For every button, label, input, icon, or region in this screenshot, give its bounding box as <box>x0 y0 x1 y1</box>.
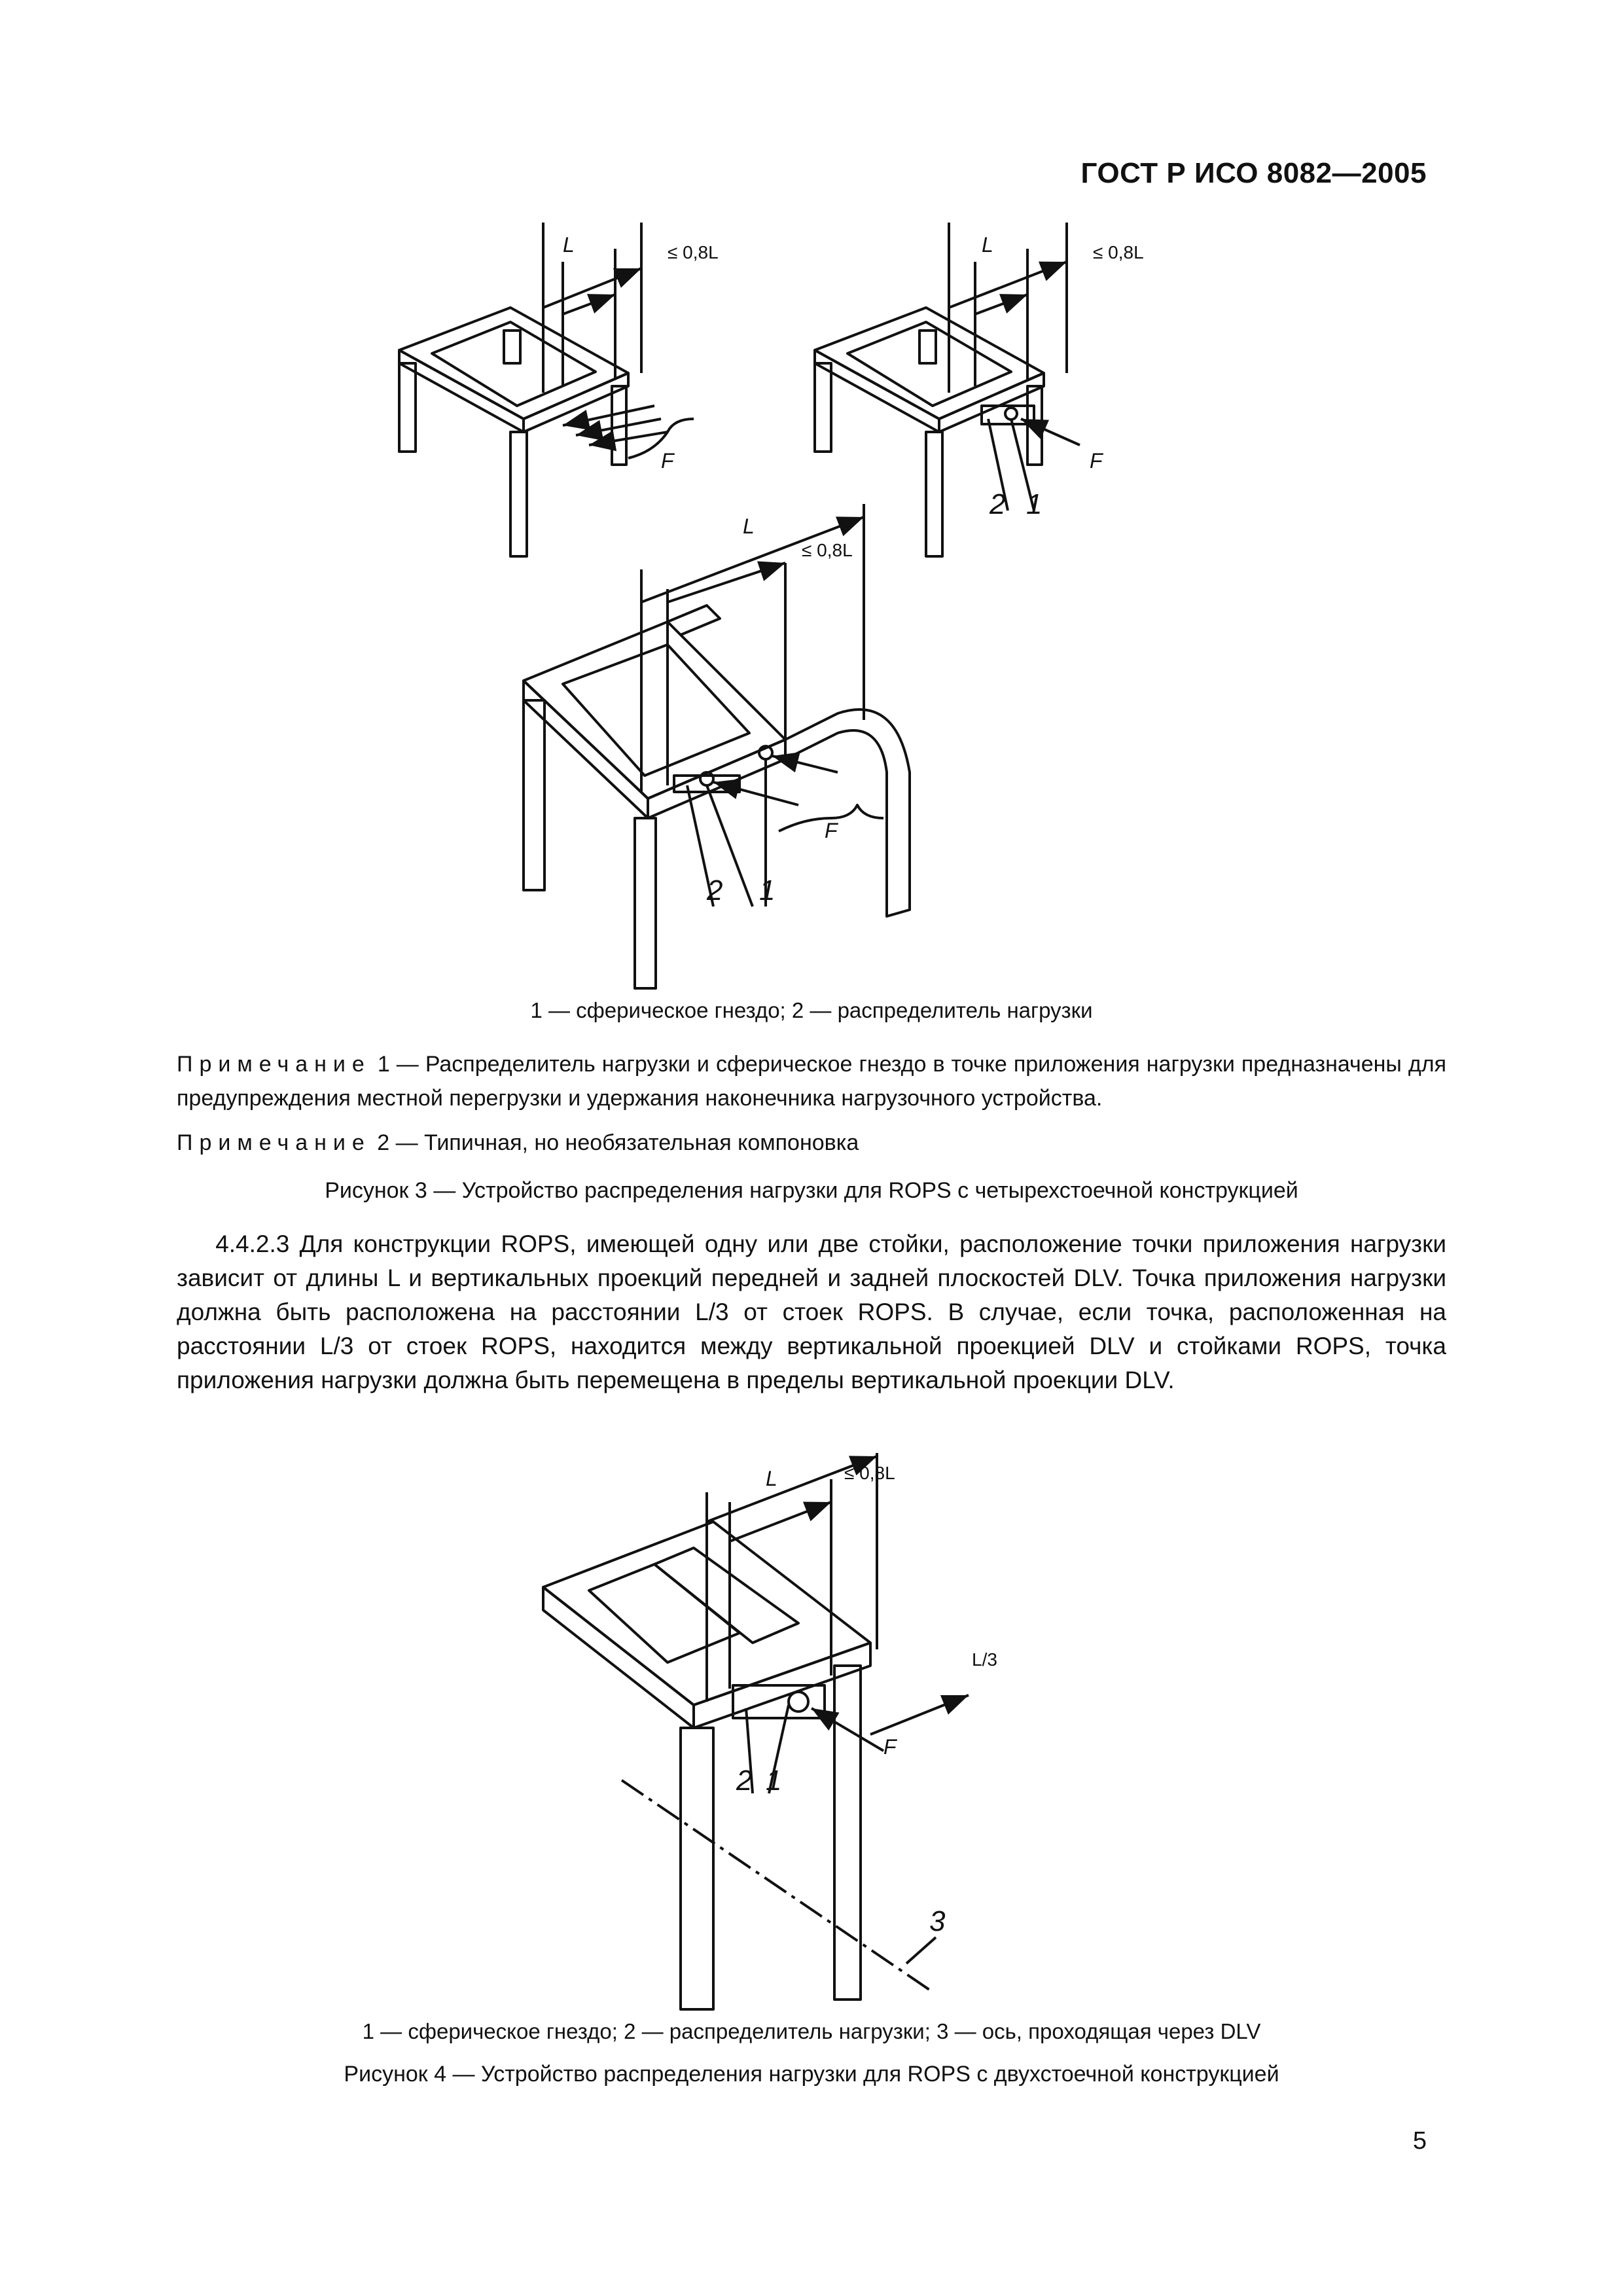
figure-3-note-2 <box>177 1126 1446 1160</box>
document-header: ГОСТ Р ИСО 8082—2005 <box>1080 157 1427 189</box>
fig3c-label-F: F <box>825 819 838 842</box>
figure-3-note-1 <box>177 1047 1446 1115</box>
figure-4-title: Рисунок 4 — Устройство распределения нагрузки для ROPS с двухстоечной конструкцией <box>344 2062 1279 2087</box>
figure-3-legend: 1 — сферическое гнездо; 2 — распределитель нагрузки <box>530 998 1093 1022</box>
note-1-prefix: Примечание <box>177 1052 371 1077</box>
rops-frame-top-left <box>399 223 694 556</box>
fig3a-label-le08L: ≤ 0,8L <box>668 242 719 262</box>
note-2-prefix: Примечание <box>177 1130 371 1155</box>
fig4-label-3: 3 <box>929 1905 946 1937</box>
fig4-label-L: L <box>766 1467 777 1490</box>
fig3b-label-2: 2 <box>990 488 1006 520</box>
note-2-text: 2 — Типичная, но необязательная компоновка <box>370 1130 859 1155</box>
figure-4-legend: 1 — сферическое гнездо; 2 — распределитель нагрузки; 3 — ось, проходящая через DLV <box>362 2019 1261 2043</box>
fig4-label-le08L: ≤ 0,8L <box>844 1463 895 1483</box>
rops-frame-bottom <box>524 504 910 988</box>
figure-4-drawing <box>0 1427 1623 2016</box>
fig4-label-2: 2 <box>736 1765 753 1797</box>
fig3c-label-L: L <box>743 514 755 538</box>
paragraph-4-4-2-3: 4.4.2.3 Для конструкции ROPS, имеющей одну или две стойки, расположение точки приложения нагрузки зависит от длины L и вертикальных проекций передней и задней плоскостей DLV. Точка приложения нагрузки должна быть расположена на расстоянии L/3 от стоек ROPS. В случае, если точка, расположенная на расстоянии L/3 от стоек ROPS, находится между вертикальной проекцией DLV и стойками ROPS, точка приложения нагрузки должна быть перемещена в пределы вертикальной проекции DLV. <box>177 1230 1446 1393</box>
page-number: 5 <box>1412 2127 1427 2155</box>
fig3b-label-le08L: ≤ 0,8L <box>1093 242 1144 262</box>
fig4-label-1: 1 <box>766 1765 782 1797</box>
figure-3-title: Рисунок 3 — Устройство распределения нагрузки для ROPS с четырехстоечной конструкцией <box>325 1178 1298 1203</box>
fig3c-label-2: 2 <box>707 874 723 906</box>
fig3c-label-le08L: ≤ 0,8L <box>802 540 853 560</box>
fig3b-label-1: 1 <box>1026 488 1043 520</box>
figure-3-drawings <box>0 0 1623 1021</box>
fig3b-label-F: F <box>1090 449 1103 473</box>
fig3a-label-L: L <box>563 233 575 257</box>
note-1-text: 1 — Распределитель нагрузки и сферическое гнездо в точке приложения нагрузки предназначены для предупреждения местной перегрузки и удержания наконечника нагрузочного устройства. <box>177 1052 1446 1111</box>
figure-3-labels <box>563 233 1144 906</box>
fig4-label-L3: L/3 <box>972 1649 997 1670</box>
fig4-label-F: F <box>883 1735 897 1759</box>
fig3a-label-F: F <box>661 449 674 473</box>
fig3b-label-L: L <box>982 233 993 257</box>
fig3c-label-1: 1 <box>759 874 776 906</box>
